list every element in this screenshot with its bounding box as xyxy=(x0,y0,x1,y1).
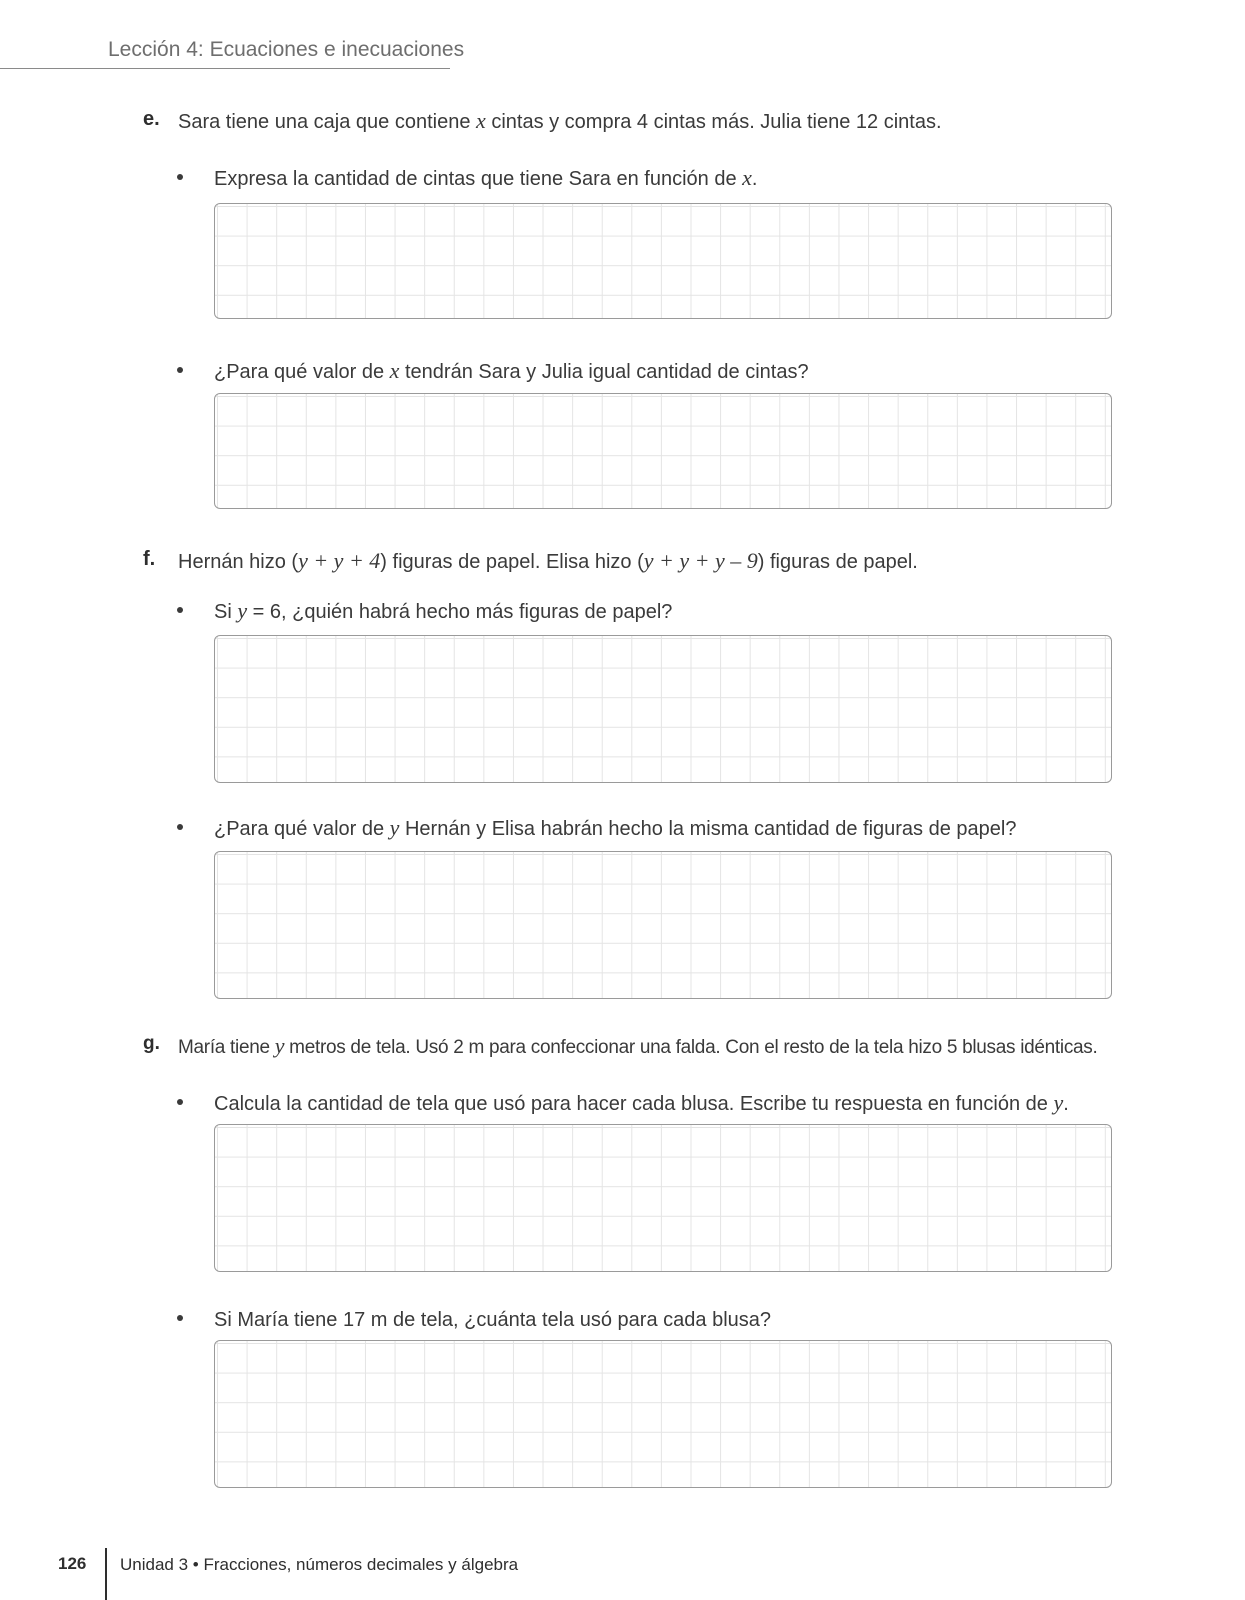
lesson-title: Lección 4: Ecuaciones e inecuaciones xyxy=(108,38,465,61)
bullet-icon xyxy=(177,1315,183,1321)
question-text: ¿Para qué valor de y Hernán y Elisa habrán hecho la misma cantidad de figuras de papel? xyxy=(214,815,1017,840)
answer-grid-e2[interactable] xyxy=(214,393,1112,509)
bullet-icon xyxy=(177,367,183,373)
problem-letter: e. xyxy=(143,108,160,130)
problem-letter: g. xyxy=(143,1033,160,1054)
answer-grid-g2[interactable] xyxy=(214,1340,1112,1488)
bullet-icon xyxy=(177,1099,183,1105)
question-text: Expresa la cantidad de cintas que tiene Sara en función de x. xyxy=(214,165,758,190)
footer-divider xyxy=(105,1548,107,1600)
question-text: ¿Para qué valor de x tendrán Sara y Julia igual cantidad de cintas? xyxy=(214,358,809,383)
lesson-header xyxy=(0,36,465,69)
question-text: Calcula la cantidad de tela que usó para hacer cada blusa. Escribe tu respuesta en función de y. xyxy=(214,1090,1069,1115)
answer-grid-g1[interactable] xyxy=(214,1124,1112,1272)
bullet-icon xyxy=(177,174,183,180)
problem-statement: Sara tiene una caja que contiene x cintas y compra 4 cintas más. Julia tiene 12 cintas. xyxy=(178,108,942,133)
answer-grid-f2[interactable] xyxy=(214,851,1112,999)
page-number: 126 xyxy=(58,1554,87,1573)
problem-statement: María tiene y metros de tela. Usó 2 m para confeccionar una falda. Con el resto de la tela hizo 5 blusas idénticas. xyxy=(178,1033,1098,1058)
answer-grid-f1[interactable] xyxy=(214,635,1112,783)
unit-title: Unidad 3 • Fracciones, números decimales y álgebra xyxy=(120,1555,519,1574)
bullet-icon xyxy=(177,607,183,613)
bullet-icon xyxy=(177,824,183,830)
answer-grid-e1[interactable] xyxy=(214,203,1112,319)
question-text: Si y = 6, ¿quién habrá hecho más figuras de papel? xyxy=(214,598,673,623)
question-text: Si María tiene 17 m de tela, ¿cuánta tela usó para cada blusa? xyxy=(214,1309,772,1331)
problem-statement: Hernán hizo (y + y + 4) figuras de papel. Elisa hizo (y + y + y – 9) figuras de papel. xyxy=(178,548,918,573)
problem-letter: f. xyxy=(143,548,156,570)
